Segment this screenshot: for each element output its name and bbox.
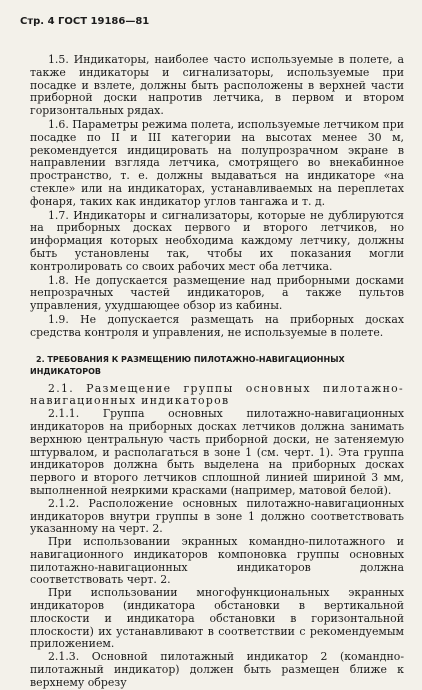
paragraph-2-1-3: 2.1.3. Основной пилотажный индикатор 2 (командно-пилотажный индикатор) должен быть размещен ближе к верхнему обрезу (30, 650, 404, 689)
paragraph-1-5: 1.5. Индикаторы, наиболее часто используемые в полете, а также индикаторы и сигнализаторы, используемые при посадке и взлете, должны быть расположены в верхней части приборной доски напротив летчика, в первом и втором горизонтальных рядах. (30, 53, 404, 118)
document-body (30, 54, 404, 690)
page-header: Стр. 4 ГОСТ 19186—81 (20, 16, 150, 27)
paragraph-screen-indicators: При использовании экранных командно-пилотажного и навигационного индикаторов компоновка группы основных пилотажно-навигационных индикаторов должна соответствовать черт. 2. (30, 535, 404, 587)
paragraph-multifunction-indicators: При использовании многофункциональных экранных индикаторов (индикатора обстановки в вертикальной плоскости и индикатора обстановки в горизонтальной плоскости) их устанавливают в соответствии с рекомендуемым приложением. (30, 586, 404, 651)
paragraph-1-8: 1.8. Не допускается размещение над приборными досками непрозрачных частей индикаторов, а также пультов управления, ухудшающее обзор из кабины. (30, 273, 404, 313)
section-2-title: 2. ТРЕБОВАНИЯ К РАЗМЕЩЕНИЮ ПИЛОТАЖНО-НАВИГАЦИОННЫХ ИНДИКАТОРОВ (30, 354, 345, 376)
paragraph-1-6: 1.6. Параметры режима полета, используемые летчиком при посадке по II и III категории на высотах менее 30 м, рекомендуется индицировать на полупрозрачном экране в направлении взгляда летчика, смотрящего во внекабинное пространство, т. е. должны выдаваться на индикаторе «на стекле» или на индикаторах, устанавливаемых на переплетах фонаря, таких как индикатор углов тангажа и т. д. (30, 117, 404, 208)
paragraph-1-9: 1.9. Не допускается размещать на приборных досках средства контроля и управления, не используемые в полете. (30, 312, 404, 339)
paragraph-2-1-1: 2.1.1. Группа основных пилотажно-навигационных индикаторов на приборных досках летчиков должна занимать верхнюю центральную часть приборной доски, не затеняемую штурвалом, и располагаться в зоне 1 (см. черт. 1). Эта группа индикаторов должна быть выделена на приборных досках первого и второго летчиков сплошной линией шириной 3 мм, выполненной неяркими красками (например, матовой белой). (30, 407, 404, 497)
paragraph-2-1-2: 2.1.2. Расположение основных пилотажно-навигационных индикаторов внутри группы в зоне 1 должно соответствовать указанному на черт. 2. (30, 496, 404, 536)
section-2-1-subtitle: 2.1. Размещение группы основных пилотажно-навигационных индикаторов (30, 381, 404, 408)
paragraph-1-7: 1.7. Индикаторы и сигнализаторы, которые не дублируются на приборных досках первого и второго летчиков, но информация которых необходима каждому летчику, должны быть установлены так, чтобы их показания могли контролировать со своих рабочих мест оба летчика. (30, 208, 404, 273)
